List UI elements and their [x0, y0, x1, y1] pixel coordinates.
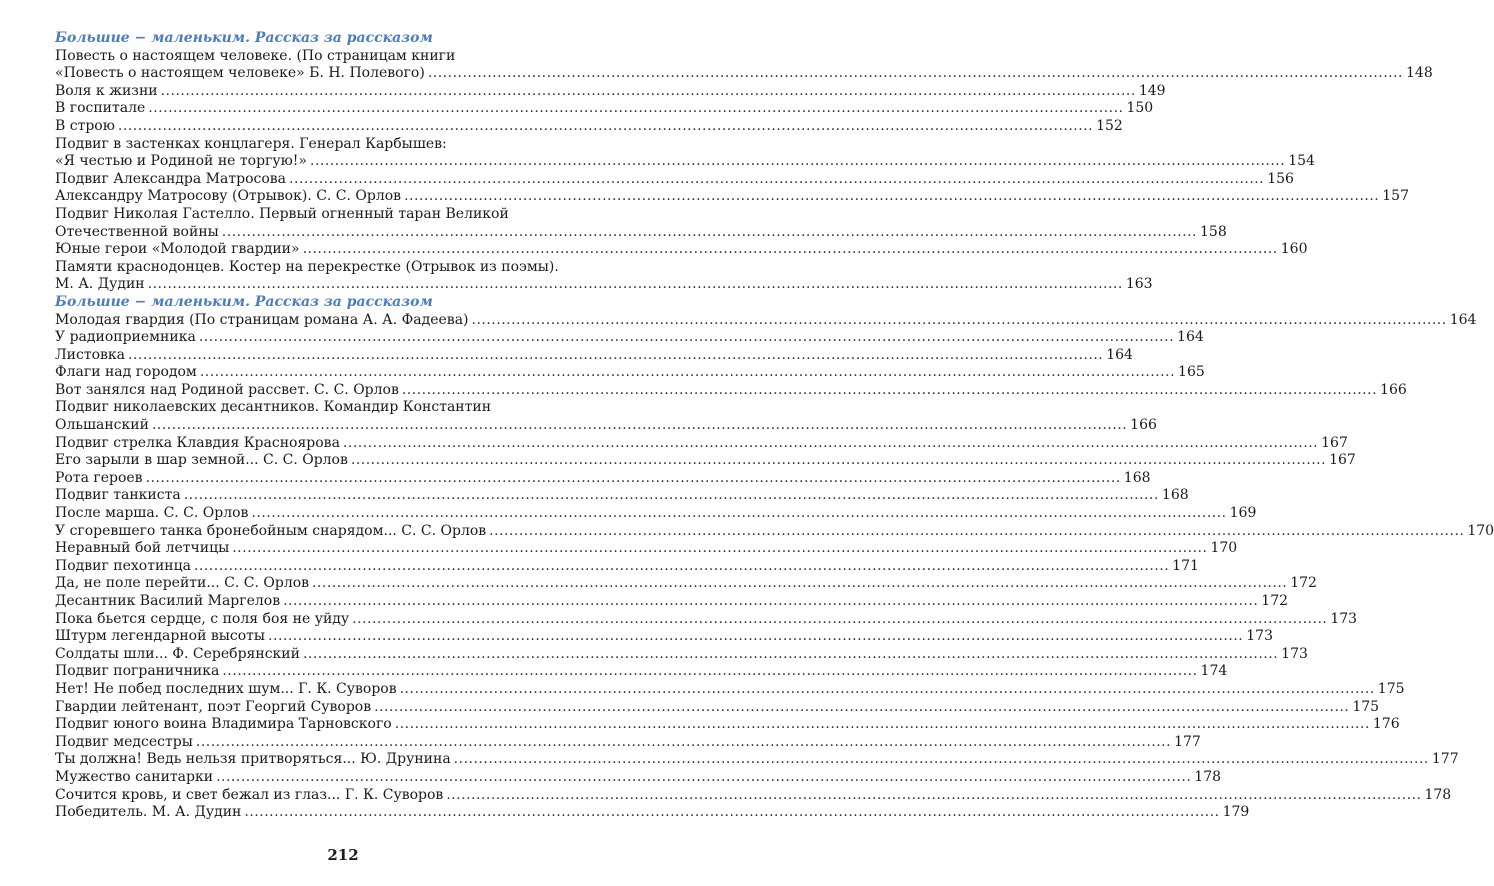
toc-page-number: 163 — [1125, 276, 1153, 293]
dot-leader — [199, 329, 1174, 347]
toc-entry-title: В строю — [55, 117, 115, 134]
dot-leader — [222, 663, 1197, 681]
toc-entry — [55, 82, 1166, 101]
toc-page-number: 177 — [1174, 733, 1201, 750]
toc-entry-title: У радиоприемника — [55, 329, 196, 346]
toc-page-number: 173 — [1330, 610, 1358, 627]
dot-leader — [184, 487, 1159, 505]
toc-entry — [55, 698, 1380, 717]
toc-entry-title: Александру Матросову (Отрывок). С. С. Орлов — [55, 188, 402, 205]
toc-entry — [55, 329, 1204, 347]
toc-page-number: 149 — [1138, 82, 1166, 99]
dot-leader — [289, 171, 1264, 189]
toc-entry — [55, 593, 1289, 611]
toc-page-number: 154 — [1288, 153, 1315, 170]
toc-entry — [55, 751, 1459, 769]
toc-page-number: 169 — [1229, 505, 1257, 522]
toc-entry — [55, 645, 1308, 664]
toc-entry-title: Рота героев — [55, 469, 143, 486]
dot-leader — [400, 681, 1375, 699]
toc-entry — [55, 417, 1157, 435]
toc-page-number: 172 — [1261, 593, 1289, 609]
toc-entry — [55, 505, 1257, 523]
table-of-contents — [55, 30, 1494, 822]
toc-entry — [55, 170, 1294, 189]
toc-entry-title: Подвиг Александра Матросова — [55, 170, 286, 187]
section-header: Большие − маленьким. Рассказ за рассказом — [55, 293, 433, 310]
toc-page-number: 157 — [1382, 188, 1409, 205]
toc-page-number: 179 — [1222, 804, 1250, 821]
toc-page-number: 150 — [1126, 100, 1154, 117]
toc-entry-title: «Повесть о настоящем человеке» Б. Н. Полевого) — [55, 65, 425, 82]
toc-entry-title: Подвиг танкиста — [55, 487, 181, 504]
toc-page-number: 177 — [1431, 751, 1459, 768]
dot-leader — [446, 787, 1421, 805]
toc-entry-title: Подвиг медсестры — [55, 733, 193, 750]
toc-entry-title: Гвардии лейтенант, поэт Георгий Суворов — [55, 698, 372, 715]
toc-page-number: 166 — [1380, 381, 1407, 398]
toc-entry-title: Да, не поле перейти... С. С. Орлов — [55, 575, 310, 592]
dot-leader — [351, 452, 1326, 470]
toc-entry-continued-line: Повесть о настоящем человеке. (По страницам книги — [55, 47, 456, 64]
dot-leader — [310, 153, 1285, 171]
dot-leader — [146, 470, 1121, 488]
toc-entry — [55, 452, 1356, 470]
dot-leader — [244, 804, 1219, 822]
toc-page-number: 173 — [1281, 645, 1308, 662]
toc-entry — [55, 663, 1228, 681]
dot-leader — [402, 382, 1377, 400]
dot-leader — [128, 347, 1103, 365]
toc-entry-title: Подвиг пехотинца — [55, 557, 191, 574]
toc-page-number: 178 — [1194, 768, 1222, 785]
toc-page-number: 170 — [1210, 540, 1238, 557]
toc-entry — [55, 276, 1153, 294]
toc-entry-title: После марша. С. С. Орлов — [55, 505, 249, 522]
toc-entry — [55, 241, 1308, 259]
dot-leader — [268, 628, 1243, 646]
toc-entry — [55, 716, 1400, 734]
toc-entry-title: Отечественной войны — [55, 223, 219, 240]
toc-entry-title: Воля к жизни — [55, 82, 158, 99]
toc-entry-title: Победитель. М. А. Дудин — [55, 804, 242, 821]
toc-entry-title: Десантник Василий Маргелов — [55, 593, 281, 609]
toc-entry — [55, 522, 1494, 541]
toc-entry — [55, 610, 1358, 629]
toc-page-number: 164 — [1106, 346, 1133, 363]
toc-page-number: 172 — [1290, 575, 1317, 592]
toc-entry-title: Листовка — [55, 346, 126, 363]
toc-page-number: 174 — [1200, 663, 1228, 680]
toc-entry-title: «Я честью и Родиной не торгую!» — [55, 153, 307, 170]
toc-entry — [55, 557, 1199, 576]
dot-leader — [118, 118, 1093, 136]
dot-leader — [152, 417, 1127, 435]
toc-entry — [55, 575, 1317, 593]
toc-page-number: 156 — [1267, 170, 1294, 187]
dot-leader — [148, 100, 1123, 118]
toc-page-number: 160 — [1280, 241, 1308, 258]
page-number: 212 — [327, 846, 359, 864]
toc-page-number: 166 — [1130, 417, 1157, 434]
toc-entry-title: Подвиг стрелка Клавдия Красноярова — [55, 434, 340, 451]
toc-entry — [55, 768, 1222, 787]
toc-entry-title: Ольшанский — [55, 417, 149, 434]
dot-leader — [194, 558, 1169, 576]
toc-page-number: 164 — [1177, 329, 1204, 346]
dot-leader — [161, 83, 1136, 101]
toc-entry-title: В госпитале — [55, 100, 146, 117]
dot-leader — [148, 276, 1123, 294]
toc-entry — [55, 188, 1409, 206]
toc-entry — [55, 434, 1348, 453]
toc-entry — [55, 117, 1123, 136]
toc-entry-title: Сочится кровь, и свет бежал из глаз... Г. К. Суворов — [55, 786, 444, 803]
toc-entry-title: М. А. Дудин — [55, 276, 145, 293]
toc-entry-title: Вот занялся над Родиной рассвет. С. С. Орлов — [55, 381, 399, 398]
toc-entry-continued-line: Подвиг в застенках концлагеря. Генерал Карбышев: — [55, 135, 447, 152]
toc-entry-title: Солдаты шли... Ф. Серебрянский — [55, 645, 300, 662]
toc-entry — [55, 786, 1452, 805]
dot-leader — [232, 540, 1207, 558]
toc-entry-title: Юные герои «Молодой гвардии» — [55, 241, 300, 258]
toc-page-number: 164 — [1449, 311, 1477, 328]
dot-leader — [303, 241, 1278, 259]
toc-page-number: 158 — [1200, 223, 1227, 240]
dot-leader — [222, 224, 1197, 242]
toc-entry — [55, 680, 1405, 699]
toc-entry-continued-line: Подвиг николаевских десантников. Командир Константин — [55, 399, 492, 416]
toc-entry-title: Мужество санитарки — [55, 768, 214, 785]
toc-entry-title: Подвиг пограничника — [55, 663, 220, 680]
dot-leader — [454, 751, 1429, 769]
dot-leader — [374, 699, 1349, 717]
toc-page-number: 152 — [1096, 117, 1123, 134]
toc-page-number: 171 — [1172, 557, 1199, 574]
toc-entry — [55, 311, 1477, 330]
dot-leader — [395, 716, 1370, 734]
toc-page-number: 173 — [1246, 628, 1273, 645]
toc-page-number: 170 — [1467, 522, 1494, 539]
toc-entry-title: Неравный бой летчицы — [55, 540, 230, 557]
toc-entry-title: Штурм легендарной высоты — [55, 628, 266, 645]
dot-leader — [200, 364, 1175, 382]
toc-page-number: 168 — [1123, 469, 1151, 486]
toc-entry — [55, 100, 1154, 118]
toc-entry — [55, 153, 1315, 171]
toc-entry — [55, 733, 1201, 752]
toc-page-number: 167 — [1329, 452, 1356, 469]
dot-leader — [312, 575, 1287, 593]
toc-page-number: 175 — [1352, 698, 1380, 715]
dot-leader — [489, 523, 1464, 541]
dot-leader — [472, 312, 1447, 330]
toc-entry-continued-line: Памяти краснодонцев. Костер на перекрестке (Отрывок из поэмы). — [55, 258, 559, 275]
toc-entry — [55, 540, 1238, 558]
toc-entry — [55, 381, 1407, 400]
toc-entry-continued-line: Подвиг Николая Гастелло. Первый огненный таран Великой — [55, 205, 509, 222]
toc-entry-title: Нет! Не побед последних шум... Г. К. Суворов — [55, 680, 397, 697]
toc-entry — [55, 804, 1250, 822]
dot-leader — [303, 646, 1278, 664]
toc-page-number: 175 — [1377, 680, 1405, 697]
toc-entry — [55, 223, 1227, 242]
dot-leader — [343, 435, 1318, 453]
toc-entry — [55, 346, 1133, 365]
dot-leader — [216, 769, 1191, 787]
toc-entry-title: Подвиг юного воина Владимира Тарновского — [55, 716, 392, 733]
dot-leader — [196, 734, 1171, 752]
toc-entry-title: Его зарыли в шар земной... С. С. Орлов — [55, 452, 348, 469]
toc-entry-title: Ты должна! Ведь нельзя притворяться... Ю. Друнина — [55, 751, 451, 768]
section-header: Большие − маленьким. Рассказ за рассказом — [55, 30, 433, 46]
toc-entry — [55, 65, 1433, 83]
toc-entry-title: Пока бьется сердце, с поля боя не уйду — [55, 610, 350, 627]
dot-leader — [352, 611, 1327, 629]
toc-page-number: 178 — [1424, 786, 1452, 803]
dot-leader — [428, 65, 1403, 83]
dot-leader — [251, 505, 1226, 523]
toc-page-number: 148 — [1406, 65, 1433, 82]
dot-leader — [283, 593, 1258, 611]
toc-entry — [55, 469, 1151, 488]
toc-page-number: 167 — [1321, 434, 1348, 451]
toc-entry-title: Флаги над городом — [55, 364, 197, 381]
toc-entry — [55, 628, 1273, 646]
toc-entry — [55, 364, 1205, 382]
dot-leader — [404, 188, 1379, 206]
toc-entry — [55, 487, 1189, 505]
toc-entry-title: У сгоревшего танка бронебойным снарядом... С. С. Орлов — [55, 522, 487, 539]
toc-entry-title: Молодая гвардия (По страницам романа А. А. Фадеева) — [55, 311, 469, 328]
toc-page-number: 168 — [1161, 487, 1189, 504]
toc-page-number: 165 — [1178, 364, 1205, 381]
toc-page-number: 176 — [1372, 716, 1400, 733]
